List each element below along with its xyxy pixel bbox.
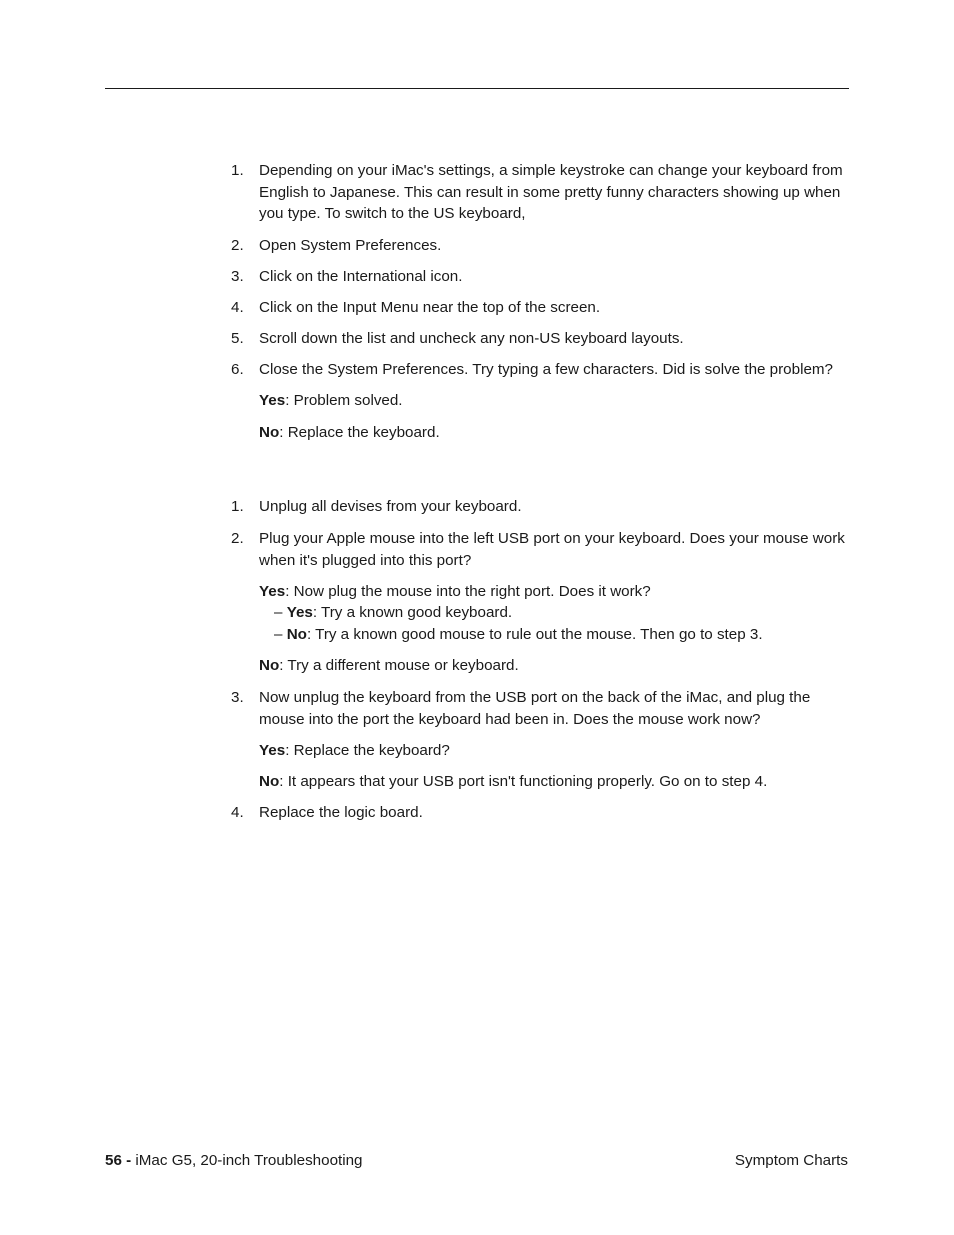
answer-label: No (259, 657, 280, 674)
answer-text: : Replace the keyboard. (279, 424, 440, 441)
sub-answer-no (274, 624, 849, 646)
document-title: iMac G5, 20-inch Troubleshooting (135, 1152, 363, 1169)
answer-label: No (286, 626, 307, 643)
step-number: 3. (231, 689, 244, 706)
step-number: 2. (231, 237, 244, 254)
step-number: 2. (231, 530, 244, 547)
page-number: 56 - (105, 1152, 132, 1169)
header-rule (105, 88, 849, 89)
answer-no (259, 771, 849, 793)
step-number: 6. (231, 361, 244, 378)
answer-text: : Try a known good keyboard. (312, 604, 513, 621)
step-text: Click on the Input Menu near the top of the screen. (259, 299, 601, 316)
step-number: 5. (231, 330, 244, 347)
dash: – (274, 626, 283, 643)
step-number: 1. (231, 498, 244, 515)
step-text: Unplug all devises from your keyboard. (259, 498, 522, 515)
footer-left (105, 1150, 363, 1172)
answer-text: : Try a different mouse or keyboard. (279, 657, 519, 674)
answer-text: : Problem solved. (285, 392, 403, 409)
answer-text: : Replace the keyboard? (285, 742, 450, 759)
answer-text: : Try a known good mouse to rule out the mouse. Then go to step 3. (306, 626, 763, 643)
answer-label: No (259, 773, 280, 790)
answer-yes (259, 740, 849, 762)
answer-no (259, 655, 849, 677)
step-number: 4. (231, 299, 244, 316)
answer-label: Yes (286, 604, 313, 621)
step-text: Replace the logic board. (259, 804, 423, 821)
step-number: 3. (231, 268, 244, 285)
step-text: Depending on your iMac's settings, a simple keystroke can change your keyboard from English to Japanese. This can result in some pretty funny characters showing up when you type. To switch to the US keyboard, (259, 162, 843, 222)
answer-label: Yes (259, 392, 286, 409)
answer-no (259, 422, 849, 444)
step-number: 1. (231, 162, 244, 179)
dash: – (274, 604, 283, 621)
step-text: Scroll down the list and uncheck any non-US keyboard layouts. (259, 330, 684, 347)
answer-label: Yes (259, 742, 286, 759)
answer-text: : Now plug the mouse into the right port. Does it work? (285, 583, 651, 600)
step-text: Plug your Apple mouse into the left USB port on your keyboard. Does your mouse work when it's plugged into this port? (259, 530, 845, 569)
step-number: 4. (231, 804, 244, 821)
footer-section-title: Symptom Charts (734, 1152, 848, 1169)
step-text: Click on the International icon. (259, 268, 463, 285)
step-text: Now unplug the keyboard from the USB port on the back of the iMac, and plug the mouse into the port the keyboard had been in. Does the mouse work now? (259, 689, 811, 728)
step-text: Close the System Preferences. Try typing a few characters. Did is solve the problem? (259, 361, 833, 378)
sub-answer-yes (274, 602, 849, 624)
step-text: Open System Preferences. (259, 237, 442, 254)
answer-label: Yes (259, 583, 286, 600)
answer-label: No (259, 424, 280, 441)
answer-yes (259, 581, 849, 603)
answer-yes (259, 390, 849, 412)
answer-text: : It appears that your USB port isn't functioning properly. Go on to step 4. (279, 773, 768, 790)
